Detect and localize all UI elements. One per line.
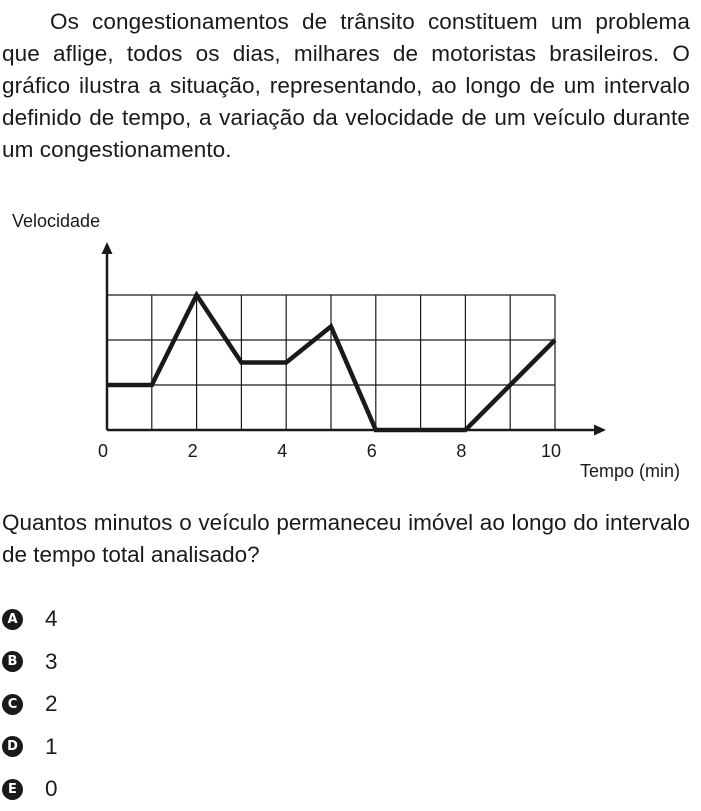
option-b[interactable] xyxy=(0,641,58,684)
option-letter-badge: B xyxy=(2,651,23,672)
x-tick-label: 0 xyxy=(97,441,109,461)
option-e[interactable] xyxy=(0,768,58,811)
intro-paragraph: Os congestionamentos de trânsito constituem um problema que aflige, todos os dias, milhares de motoristas brasileiros. O gráfico ilustra a situação, representando, ao longo de um intervalo definido de tempo, a variação da velocidade de um veículo durante um congestionamento. xyxy=(2,9,690,162)
option-text: 1 xyxy=(45,733,58,759)
x-tick-label: 6 xyxy=(366,441,377,461)
x-axis-arrow-icon xyxy=(594,425,606,436)
option-a[interactable] xyxy=(0,598,58,641)
option-letter-badge: C xyxy=(2,694,23,715)
option-d[interactable] xyxy=(0,726,58,769)
x-tick-label: 4 xyxy=(277,441,288,461)
x-axis-label: Tempo (min) xyxy=(579,461,680,481)
option-text: 3 xyxy=(45,648,58,674)
option-letter-badge: E xyxy=(2,779,23,800)
y-axis-label: Velocidade xyxy=(12,211,101,231)
option-text: 0 xyxy=(45,776,58,802)
option-text: 2 xyxy=(45,691,58,717)
x-tick-labels xyxy=(98,441,561,461)
x-tick-label: 8 xyxy=(456,441,467,461)
y-axis-arrow-icon xyxy=(102,242,113,254)
option-letter-badge: D xyxy=(2,736,23,757)
option-text: 4 xyxy=(45,606,58,632)
speed-time-chart xyxy=(0,200,701,490)
answer-options xyxy=(0,598,58,811)
x-tick-label: 10 xyxy=(540,441,562,461)
question-text: Quantos minutos o veículo permaneceu imóvel ao longo do intervalo de tempo total analisado? xyxy=(2,510,690,567)
option-letter-badge: A xyxy=(2,609,23,630)
option-c[interactable] xyxy=(0,683,58,726)
x-tick-label: 2 xyxy=(187,441,198,461)
